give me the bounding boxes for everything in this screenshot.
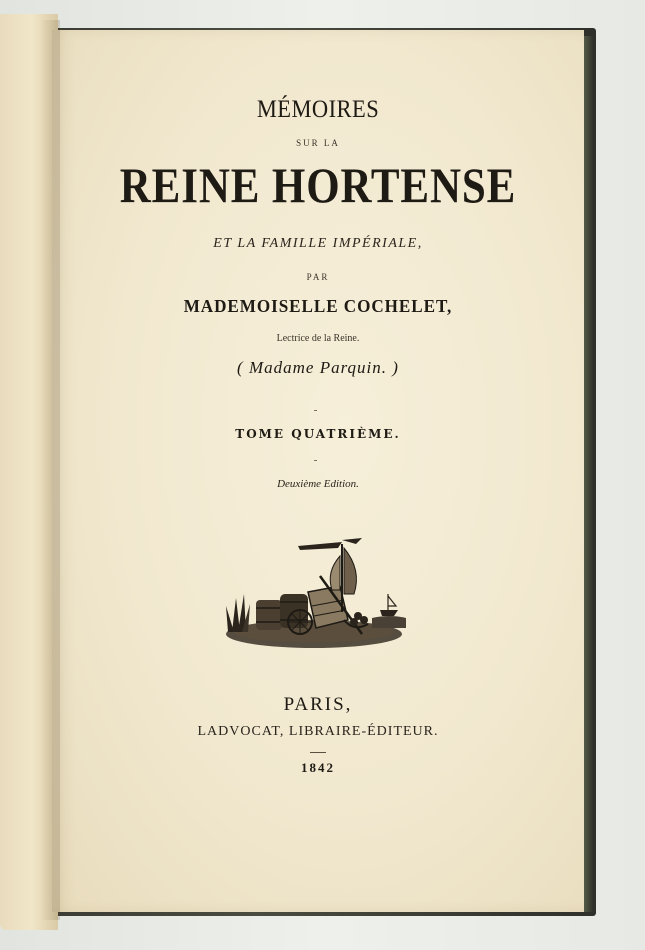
ship-cargo-vignette-icon: [222, 536, 408, 652]
by-label: PAR: [306, 272, 330, 282]
ornament-dot: [314, 460, 317, 461]
city-name: PARIS,: [283, 694, 353, 715]
title-page: [52, 30, 584, 912]
volume-label: TOME QUATRIÈME.: [235, 427, 401, 441]
author-name: MADEMOISELLE COCHELET,: [183, 296, 453, 316]
publication-year: 1842: [301, 760, 335, 775]
edition-label: Deuxième Edition.: [277, 478, 359, 490]
book-title: MÉMOIRES: [256, 96, 380, 123]
title-connector: SUR LA: [296, 138, 340, 148]
ornament-dot: [314, 410, 317, 411]
book-subject: REINE HORTENSE: [119, 157, 517, 213]
publisher-name: LADVOCAT, LIBRAIRE-ÉDITEUR.: [197, 724, 439, 739]
author-alias: ( Madame Parquin. ): [237, 358, 399, 377]
spine-shadow: [40, 20, 60, 920]
author-role: Lectrice de la Reine.: [276, 333, 360, 344]
book-subtitle: ET LA FAMILLE IMPÉRIALE,: [213, 236, 423, 251]
divider-rule: [310, 752, 326, 753]
